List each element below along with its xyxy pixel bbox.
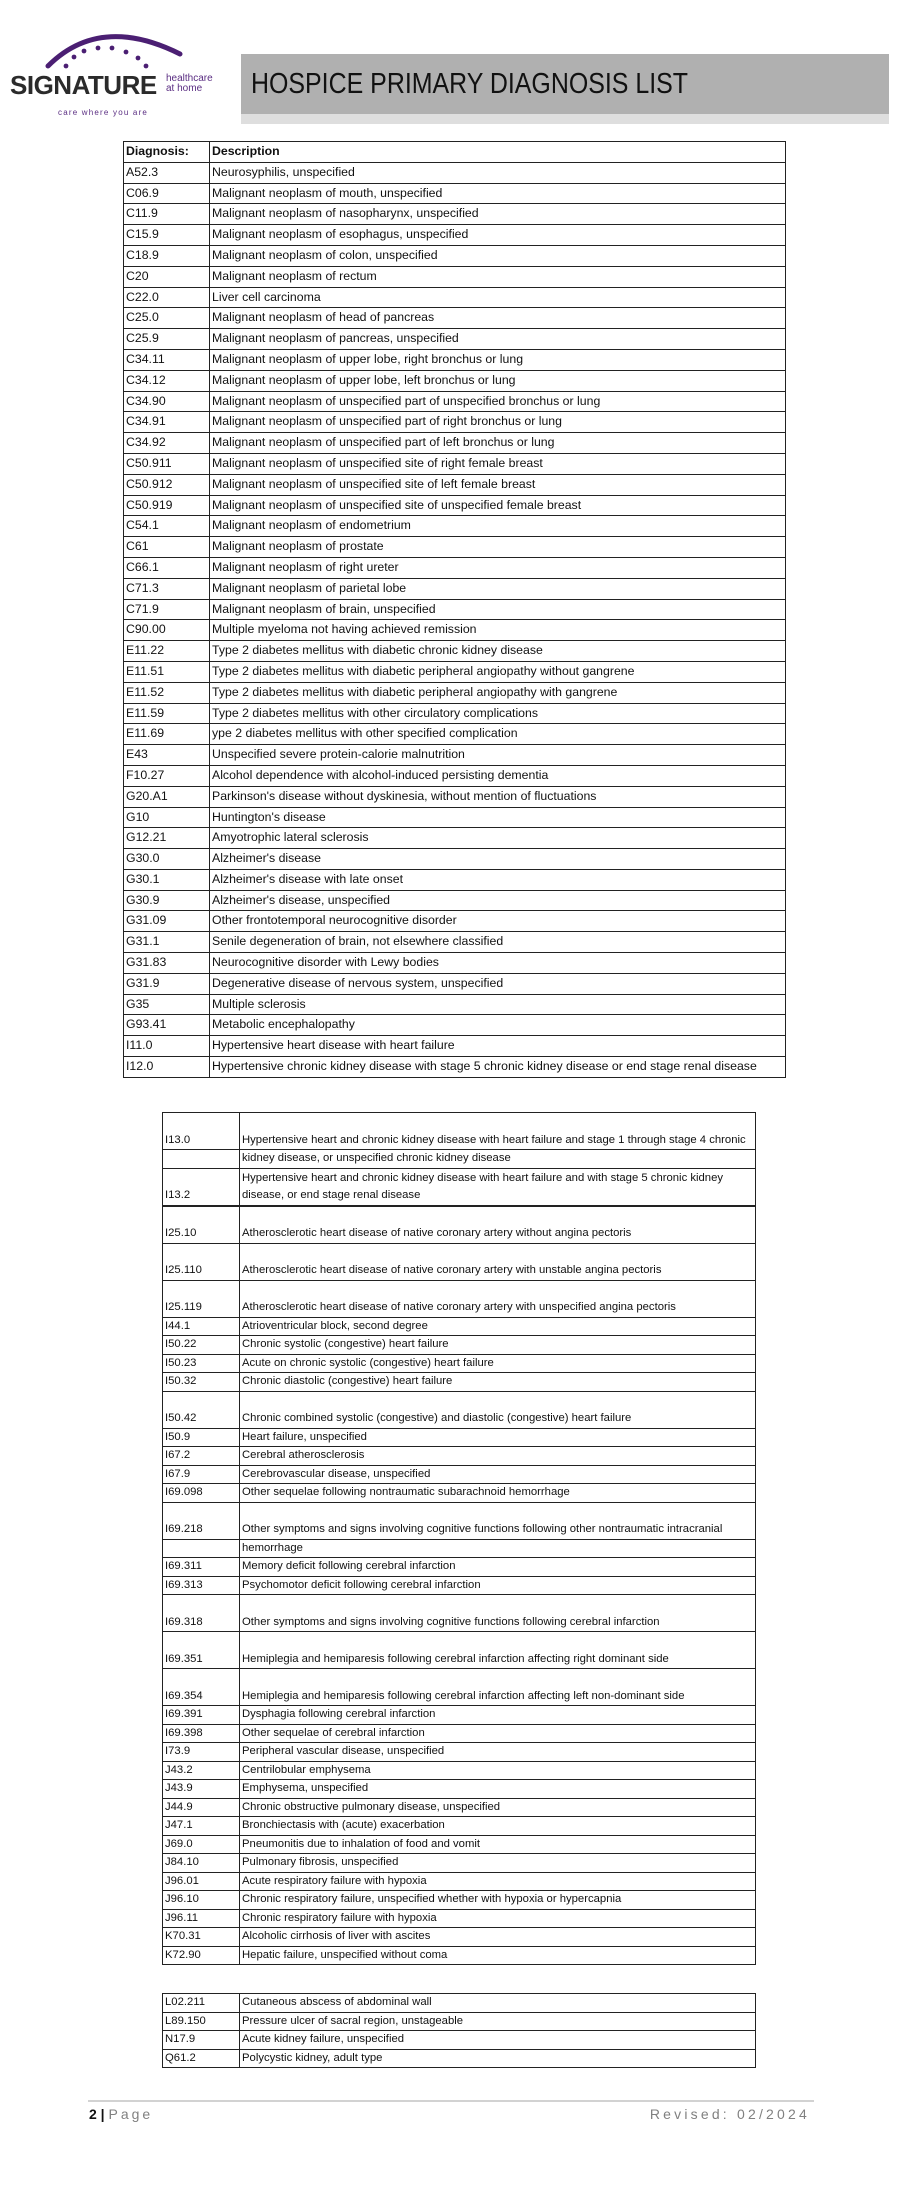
table-row <box>124 412 786 433</box>
diagnosis-description: Hypertensive heart and chronic kidney disease with heart failure and with stage 5 chronic kidney disease, or end stage renal disease <box>240 1168 756 1205</box>
diagnosis-code: J47.1 <box>163 1817 240 1836</box>
diagnosis-code: G31.1 <box>124 932 210 953</box>
diagnosis-description: Malignant neoplasm of upper lobe, left bronchus or lung <box>210 370 786 391</box>
diagnosis-code: G10 <box>124 807 210 828</box>
table-row <box>163 1558 756 1577</box>
diagnosis-description: Alzheimer's disease, unspecified <box>210 890 786 911</box>
diagnosis-code: C34.90 <box>124 391 210 412</box>
table-row <box>124 370 786 391</box>
diagnosis-code: C34.92 <box>124 433 210 454</box>
diagnosis-code: I69.218 <box>163 1502 240 1539</box>
table-row <box>124 1057 786 1078</box>
table-row <box>124 557 786 578</box>
diagnosis-description: Malignant neoplasm of brain, unspecified <box>210 599 786 620</box>
diagnosis-code: C50.919 <box>124 495 210 516</box>
table-row <box>124 807 786 828</box>
table-row <box>124 204 786 225</box>
table-row <box>163 1706 756 1725</box>
diagnosis-code: E11.22 <box>124 641 210 662</box>
table-row <box>124 911 786 932</box>
diagnosis-description: Memory deficit following cerebral infarction <box>240 1558 756 1577</box>
brand-tagline: care where you are <box>58 108 149 117</box>
diagnosis-code: G20.A1 <box>124 786 210 807</box>
brand-subtitle <box>166 74 213 94</box>
diagnosis-description: Bronchiectasis with (acute) exacerbation <box>240 1817 756 1836</box>
diagnosis-description: Alzheimer's disease <box>210 849 786 870</box>
diagnosis-description: Multiple myeloma not having achieved remission <box>210 620 786 641</box>
diagnosis-description: Pressure ulcer of sacral region, unstageable <box>240 2012 756 2031</box>
logo-arc-icon <box>40 24 190 72</box>
table-row <box>163 1428 756 1447</box>
diagnosis-description: Malignant neoplasm of nasopharynx, unspecified <box>210 204 786 225</box>
diagnosis-code: I50.32 <box>163 1373 240 1392</box>
diagnosis-code: C90.00 <box>124 620 210 641</box>
diagnosis-description: Other frontotemporal neurocognitive disorder <box>210 911 786 932</box>
table-row <box>163 2031 756 2050</box>
diagnosis-code: C22.0 <box>124 287 210 308</box>
diagnosis-description: Chronic diastolic (congestive) heart failure <box>240 1373 756 1392</box>
diagnosis-description: Peripheral vascular disease, unspecified <box>240 1743 756 1762</box>
diagnosis-description: Atrioventricular block, second degree <box>240 1317 756 1336</box>
table-row <box>163 1909 756 1928</box>
diagnosis-description: hemorrhage <box>240 1539 756 1558</box>
column-header-description: Description <box>210 142 786 163</box>
diagnosis-code: C54.1 <box>124 516 210 537</box>
diagnosis-description: Dysphagia following cerebral infarction <box>240 1706 756 1725</box>
diagnosis-description: Unspecified severe protein-calorie malnutrition <box>210 745 786 766</box>
diagnosis-table-part1 <box>123 141 786 1078</box>
diagnosis-code: J96.10 <box>163 1891 240 1910</box>
page-title: HOSPICE PRIMARY DIAGNOSIS LIST <box>251 68 689 100</box>
diagnosis-code: E43 <box>124 745 210 766</box>
table-row <box>163 1595 756 1632</box>
table-row <box>163 1798 756 1817</box>
table-row <box>124 308 786 329</box>
brand-name: SIGNATURE <box>10 70 157 100</box>
table-row <box>124 453 786 474</box>
table-row <box>163 1539 756 1558</box>
diagnosis-description: kidney disease, or unspecified chronic kidney disease <box>240 1150 756 1169</box>
diagnosis-description: Malignant neoplasm of unspecified part of left bronchus or lung <box>210 433 786 454</box>
table-row <box>163 1724 756 1743</box>
table-row <box>124 599 786 620</box>
diagnosis-code: C71.9 <box>124 599 210 620</box>
table-row <box>163 1891 756 1910</box>
diagnosis-code: F10.27 <box>124 765 210 786</box>
diagnosis-description: Other sequelae following nontraumatic subarachnoid hemorrhage <box>240 1484 756 1503</box>
diagnosis-description: Heart failure, unspecified <box>240 1428 756 1447</box>
table-row <box>124 1036 786 1057</box>
diagnosis-code: J84.10 <box>163 1854 240 1873</box>
diagnosis-description: Degenerative disease of nervous system, unspecified <box>210 973 786 994</box>
diagnosis-code: C15.9 <box>124 225 210 246</box>
diagnosis-description: Acute respiratory failure with hypoxia <box>240 1872 756 1891</box>
table-row <box>124 828 786 849</box>
diagnosis-code: E11.51 <box>124 661 210 682</box>
diagnosis-code: L02.211 <box>163 1994 240 2013</box>
diagnosis-code: I12.0 <box>124 1057 210 1078</box>
footer-divider <box>88 2100 814 2102</box>
diagnosis-description: Malignant neoplasm of mouth, unspecified <box>210 183 786 204</box>
diagnosis-description: Pneumonitis due to inhalation of food and vomit <box>240 1835 756 1854</box>
diagnosis-description: Malignant neoplasm of unspecified part of unspecified bronchus or lung <box>210 391 786 412</box>
diagnosis-code: I13.2 <box>163 1168 240 1205</box>
table-row <box>163 1447 756 1466</box>
diagnosis-description: Hemiplegia and hemiparesis following cerebral infarction affecting right dominant side <box>240 1632 756 1669</box>
table-row <box>124 849 786 870</box>
diagnosis-description: Type 2 diabetes mellitus with diabetic peripheral angiopathy without gangrene <box>210 661 786 682</box>
diagnosis-code: A52.3 <box>124 162 210 183</box>
diagnosis-description: Liver cell carcinoma <box>210 287 786 308</box>
diagnosis-code <box>163 1539 240 1558</box>
diagnosis-description: Multiple sclerosis <box>210 994 786 1015</box>
diagnosis-description: Cerebrovascular disease, unspecified <box>240 1465 756 1484</box>
table-row <box>163 1280 756 1317</box>
table-row <box>163 1761 756 1780</box>
diagnosis-description: Malignant neoplasm of unspecified part of right bronchus or lung <box>210 412 786 433</box>
table-row <box>124 537 786 558</box>
table-row <box>124 245 786 266</box>
diagnosis-code: I13.0 <box>163 1113 240 1150</box>
diagnosis-description: Alcohol dependence with alcohol-induced persisting dementia <box>210 765 786 786</box>
diagnosis-code: C18.9 <box>124 245 210 266</box>
diagnosis-description: Hypertensive chronic kidney disease with stage 5 chronic kidney disease or end stage renal disease <box>210 1057 786 1078</box>
diagnosis-description: Malignant neoplasm of right ureter <box>210 557 786 578</box>
brand-subtitle-line1: healthcare <box>166 73 213 84</box>
diagnosis-code: G93.41 <box>124 1015 210 1036</box>
table-row <box>124 225 786 246</box>
diagnosis-code: I69.398 <box>163 1724 240 1743</box>
diagnosis-code: I67.9 <box>163 1465 240 1484</box>
table-row <box>124 661 786 682</box>
table-row <box>163 2049 756 2068</box>
diagnosis-description: Atherosclerotic heart disease of native coronary artery without angina pectoris <box>240 1206 756 1243</box>
diagnosis-code: J43.2 <box>163 1761 240 1780</box>
diagnosis-code: I69.391 <box>163 1706 240 1725</box>
table-row <box>124 578 786 599</box>
diagnosis-code: I69.313 <box>163 1576 240 1595</box>
diagnosis-description: Polycystic kidney, adult type <box>240 2049 756 2068</box>
table-row <box>124 162 786 183</box>
table-row <box>124 266 786 287</box>
diagnosis-description: Acute kidney failure, unspecified <box>240 2031 756 2050</box>
table-row <box>163 1946 756 1965</box>
diagnosis-description: Hepatic failure, unspecified without coma <box>240 1946 756 1965</box>
table-row <box>124 932 786 953</box>
diagnosis-description: Hemiplegia and hemiparesis following cerebral infarction affecting left non-dominant side <box>240 1669 756 1706</box>
table-row <box>124 433 786 454</box>
diagnosis-code: C34.91 <box>124 412 210 433</box>
table-row <box>163 1817 756 1836</box>
table-row <box>163 1465 756 1484</box>
diagnosis-description: Parkinson's disease without dyskinesia, without mention of fluctuations <box>210 786 786 807</box>
table-row <box>124 786 786 807</box>
table-row <box>124 890 786 911</box>
diagnosis-code: I69.351 <box>163 1632 240 1669</box>
page-number: 2 | Page <box>89 2106 154 2122</box>
diagnosis-code: E11.52 <box>124 682 210 703</box>
diagnosis-description: Malignant neoplasm of unspecified site of unspecified female breast <box>210 495 786 516</box>
table-row <box>163 1928 756 1947</box>
diagnosis-code: G30.1 <box>124 869 210 890</box>
diagnosis-code: E11.69 <box>124 724 210 745</box>
diagnosis-description: Senile degeneration of brain, not elsewhere classified <box>210 932 786 953</box>
diagnosis-table-part3 <box>162 1993 756 2068</box>
diagnosis-description: Neurosyphilis, unspecified <box>210 162 786 183</box>
diagnosis-code: C66.1 <box>124 557 210 578</box>
diagnosis-description: Chronic respiratory failure, unspecified whether with hypoxia or hypercapnia <box>240 1891 756 1910</box>
diagnosis-code: G31.9 <box>124 973 210 994</box>
diagnosis-description: Chronic respiratory failure with hypoxia <box>240 1909 756 1928</box>
diagnosis-description: Metabolic encephalopathy <box>210 1015 786 1036</box>
diagnosis-code: I25.110 <box>163 1243 240 1280</box>
diagnosis-description: Other sequelae of cerebral infarction <box>240 1724 756 1743</box>
diagnosis-description: Chronic combined systolic (congestive) and diastolic (congestive) heart failure <box>240 1391 756 1428</box>
table-row <box>163 1854 756 1873</box>
table-row <box>124 765 786 786</box>
diagnosis-code: J69.0 <box>163 1835 240 1854</box>
diagnosis-description: Emphysema, unspecified <box>240 1780 756 1799</box>
diagnosis-code: J96.11 <box>163 1909 240 1928</box>
table-row <box>163 1669 756 1706</box>
table-row <box>124 994 786 1015</box>
diagnosis-description: ype 2 diabetes mellitus with other specified complication <box>210 724 786 745</box>
diagnosis-code: I67.2 <box>163 1447 240 1466</box>
diagnosis-code: I25.10 <box>163 1206 240 1243</box>
diagnosis-code: G12.21 <box>124 828 210 849</box>
table-row <box>124 869 786 890</box>
diagnosis-description: Malignant neoplasm of colon, unspecified <box>210 245 786 266</box>
table-row <box>124 349 786 370</box>
diagnosis-description: Type 2 diabetes mellitus with diabetic chronic kidney disease <box>210 641 786 662</box>
diagnosis-description: Centrilobular emphysema <box>240 1761 756 1780</box>
diagnosis-description: Cutaneous abscess of abdominal wall <box>240 1994 756 2013</box>
table-row <box>124 287 786 308</box>
diagnosis-description: Amyotrophic lateral sclerosis <box>210 828 786 849</box>
diagnosis-description: Malignant neoplasm of parietal lobe <box>210 578 786 599</box>
table-row <box>163 1113 756 1150</box>
table-row <box>124 745 786 766</box>
table-row <box>124 682 786 703</box>
signature-logo <box>6 24 236 124</box>
diagnosis-code: G30.0 <box>124 849 210 870</box>
table-row <box>124 641 786 662</box>
diagnosis-code: L89.150 <box>163 2012 240 2031</box>
diagnosis-code: I50.9 <box>163 1428 240 1447</box>
diagnosis-description: Malignant neoplasm of upper lobe, right bronchus or lung <box>210 349 786 370</box>
diagnosis-description: Malignant neoplasm of pancreas, unspecified <box>210 329 786 350</box>
diagnosis-code: C71.3 <box>124 578 210 599</box>
diagnosis-code: I50.42 <box>163 1391 240 1428</box>
diagnosis-code: C50.911 <box>124 453 210 474</box>
diagnosis-description: Cerebral atherosclerosis <box>240 1447 756 1466</box>
diagnosis-description: Type 2 diabetes mellitus with diabetic peripheral angiopathy with gangrene <box>210 682 786 703</box>
table-row <box>124 183 786 204</box>
table-row <box>163 1243 756 1280</box>
table-row <box>124 329 786 350</box>
title-banner-underline <box>241 114 889 124</box>
table-row <box>163 1354 756 1373</box>
table-row <box>124 620 786 641</box>
diagnosis-code: C50.912 <box>124 474 210 495</box>
table-row <box>163 1206 756 1243</box>
diagnosis-code: I69.354 <box>163 1669 240 1706</box>
diagnosis-description: Malignant neoplasm of unspecified site of right female breast <box>210 453 786 474</box>
diagnosis-table-part2 <box>162 1112 756 1965</box>
diagnosis-code: I25.119 <box>163 1280 240 1317</box>
diagnosis-description: Pulmonary fibrosis, unspecified <box>240 1854 756 1873</box>
diagnosis-description: Other symptoms and signs involving cognitive functions following other nontraumatic intracranial <box>240 1502 756 1539</box>
diagnosis-code: G31.83 <box>124 953 210 974</box>
diagnosis-code: C61 <box>124 537 210 558</box>
table-row <box>124 703 786 724</box>
revision-date: Revised: 02/2024 <box>649 2106 810 2122</box>
table-row <box>163 1150 756 1169</box>
diagnosis-code: I44.1 <box>163 1317 240 1336</box>
diagnosis-code: K72.90 <box>163 1946 240 1965</box>
diagnosis-code: Q61.2 <box>163 2049 240 2068</box>
diagnosis-description: Malignant neoplasm of rectum <box>210 266 786 287</box>
diagnosis-code: N17.9 <box>163 2031 240 2050</box>
diagnosis-code: I69.318 <box>163 1595 240 1632</box>
diagnosis-description: Psychomotor deficit following cerebral infarction <box>240 1576 756 1595</box>
table-row <box>163 1391 756 1428</box>
diagnosis-description: Malignant neoplasm of head of pancreas <box>210 308 786 329</box>
diagnosis-code: C11.9 <box>124 204 210 225</box>
diagnosis-code: G35 <box>124 994 210 1015</box>
table-row <box>163 1632 756 1669</box>
table-row <box>163 1743 756 1762</box>
diagnosis-code: I73.9 <box>163 1743 240 1762</box>
diagnosis-code: J44.9 <box>163 1798 240 1817</box>
diagnosis-description: Malignant neoplasm of prostate <box>210 537 786 558</box>
table-row <box>163 1336 756 1355</box>
table-row <box>124 474 786 495</box>
diagnosis-code: I11.0 <box>124 1036 210 1057</box>
table-row <box>124 724 786 745</box>
diagnosis-code: G31.09 <box>124 911 210 932</box>
diagnosis-code: I50.22 <box>163 1336 240 1355</box>
diagnosis-code: C34.12 <box>124 370 210 391</box>
diagnosis-description: Chronic systolic (congestive) heart failure <box>240 1336 756 1355</box>
diagnosis-description: Acute on chronic systolic (congestive) heart failure <box>240 1354 756 1373</box>
table-row <box>124 391 786 412</box>
diagnosis-code: J43.9 <box>163 1780 240 1799</box>
diagnosis-description: Other symptoms and signs involving cognitive functions following cerebral infarction <box>240 1595 756 1632</box>
diagnosis-description: Alcoholic cirrhosis of liver with ascites <box>240 1928 756 1947</box>
page-number-value: 2 <box>89 2106 97 2122</box>
diagnosis-description: Hypertensive heart and chronic kidney disease with heart failure and stage 1 through stage 4 chronic <box>240 1113 756 1150</box>
diagnosis-description: Hypertensive heart disease with heart failure <box>210 1036 786 1057</box>
diagnosis-code <box>163 1150 240 1169</box>
table-row <box>163 1484 756 1503</box>
diagnosis-code: C25.9 <box>124 329 210 350</box>
diagnosis-description: Malignant neoplasm of esophagus, unspecified <box>210 225 786 246</box>
diagnosis-description: Malignant neoplasm of unspecified site of left female breast <box>210 474 786 495</box>
table-header-row <box>124 142 786 163</box>
table-row <box>163 1317 756 1336</box>
table-row <box>163 1780 756 1799</box>
diagnosis-code: C25.0 <box>124 308 210 329</box>
table-row <box>163 1373 756 1392</box>
page-label: Page <box>108 2106 154 2122</box>
table-row <box>163 1872 756 1891</box>
diagnosis-code: E11.59 <box>124 703 210 724</box>
table-row <box>163 2012 756 2031</box>
title-banner <box>241 54 889 114</box>
diagnosis-description: Neurocognitive disorder with Lewy bodies <box>210 953 786 974</box>
diagnosis-description: Atherosclerotic heart disease of native coronary artery with unspecified angina pectoris <box>240 1280 756 1317</box>
table-row <box>163 1835 756 1854</box>
diagnosis-code: I50.23 <box>163 1354 240 1373</box>
diagnosis-code: I69.098 <box>163 1484 240 1503</box>
diagnosis-code: C20 <box>124 266 210 287</box>
diagnosis-code: C34.11 <box>124 349 210 370</box>
column-header-diagnosis: Diagnosis: <box>124 142 210 163</box>
diagnosis-code: K70.31 <box>163 1928 240 1947</box>
table-row <box>163 1168 756 1205</box>
diagnosis-description: Huntington's disease <box>210 807 786 828</box>
table-row <box>124 1015 786 1036</box>
diagnosis-code: J96.01 <box>163 1872 240 1891</box>
brand-subtitle-line2: at home <box>166 83 203 94</box>
diagnosis-description: Atherosclerotic heart disease of native coronary artery with unstable angina pectoris <box>240 1243 756 1280</box>
diagnosis-description: Malignant neoplasm of endometrium <box>210 516 786 537</box>
table-row <box>124 516 786 537</box>
table-row <box>163 1994 756 2013</box>
table-row <box>163 1502 756 1539</box>
diagnosis-code: C06.9 <box>124 183 210 204</box>
table-row <box>163 1576 756 1595</box>
diagnosis-description: Type 2 diabetes mellitus with other circulatory complications <box>210 703 786 724</box>
table-row <box>124 495 786 516</box>
diagnosis-code: G30.9 <box>124 890 210 911</box>
diagnosis-code: I69.311 <box>163 1558 240 1577</box>
table-row <box>124 973 786 994</box>
table-row <box>124 953 786 974</box>
diagnosis-description: Chronic obstructive pulmonary disease, unspecified <box>240 1798 756 1817</box>
diagnosis-description: Alzheimer's disease with late onset <box>210 869 786 890</box>
